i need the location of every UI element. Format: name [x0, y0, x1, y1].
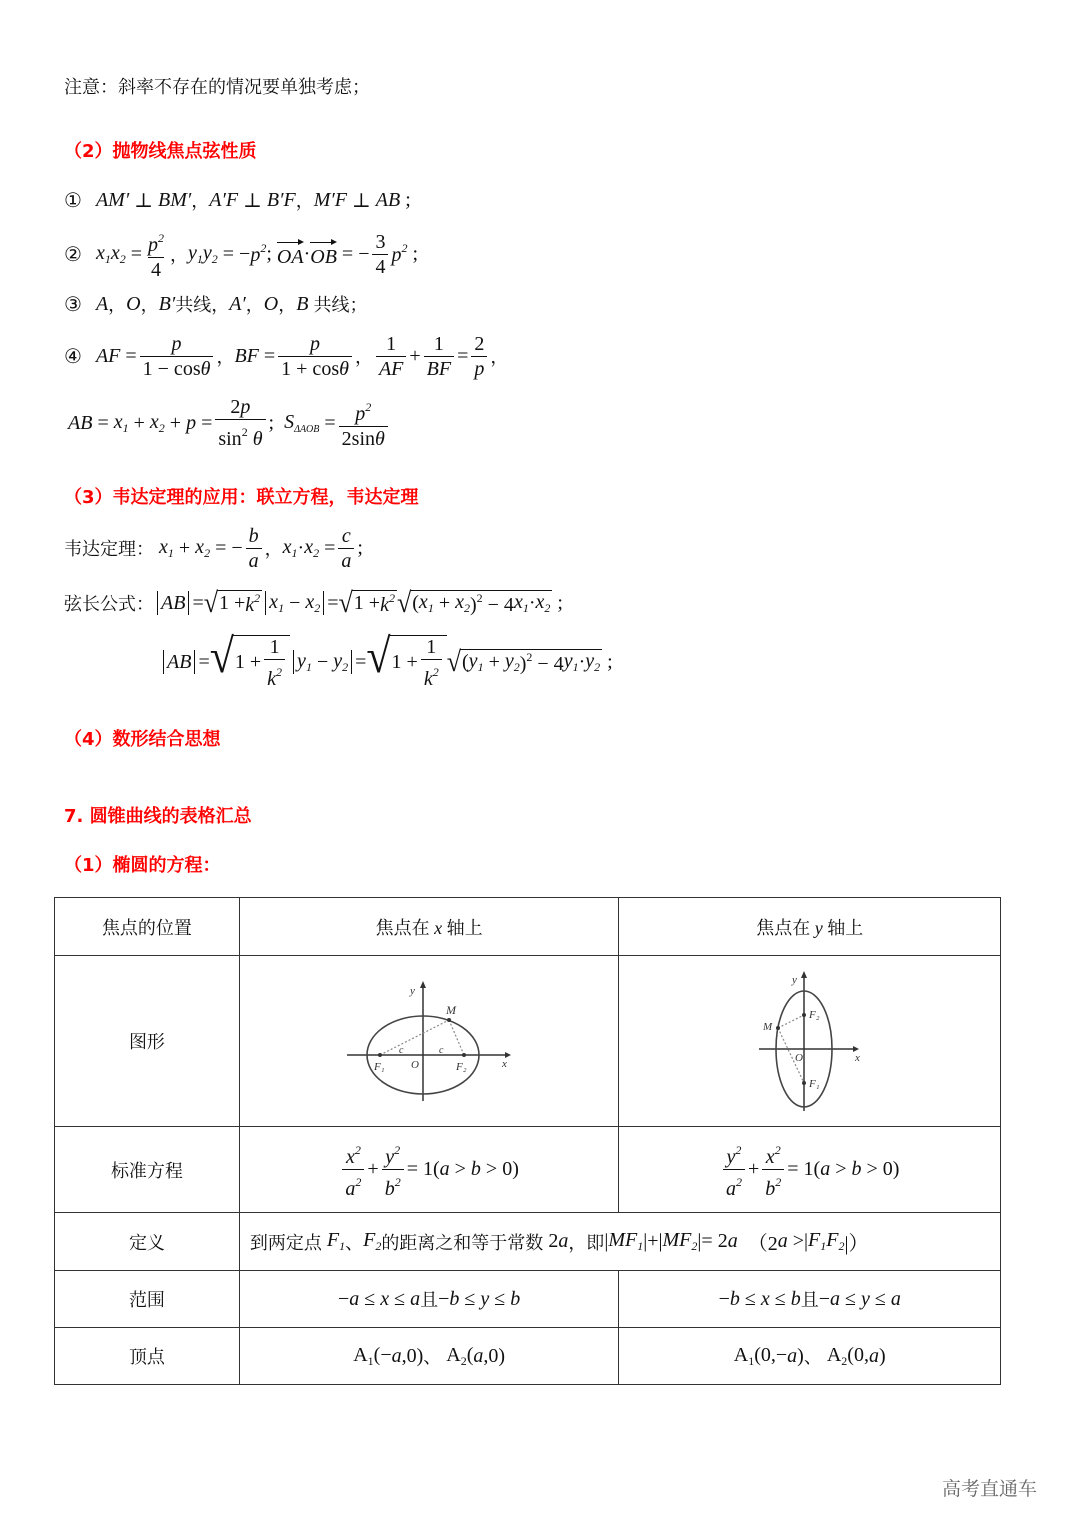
standard-equation-x: $\frac{x^2}{a^2}$ + $\frac{y^2}{b^2}$ = 1( a > b > 0)	[239, 1127, 619, 1213]
row-label-figure: 图形	[55, 956, 240, 1127]
svg-text:F₁: F₁	[374, 1061, 385, 1073]
table-row	[55, 956, 1001, 1127]
definition-cell: 到两定点 $F_1$ 、 $F_2$ 的距离之和等于常数 2 a ，即 | $MF_1$ |+| $MF_2$ |= 2 a （2 a >| $F_1F_2$ |）	[239, 1213, 1000, 1271]
vertex-y: $A_1(0,-$ a ) 、 $A_2(0$, a )	[619, 1328, 1001, 1385]
property-item-2: ② $x_1x_2$ = $\frac{p^2}{4}$ ， $y_1y_2$ = − $p^2$ ; OA · OB = − $\frac{3}{4}$ $p^2$ ;	[64, 230, 419, 281]
property-item-5: AB = $x_1$ + $x_2$ + p = $\frac{2p}{\sin^2 \theta}$ ; $S_{\Delta AOB}$ = $\frac{p^2}{2\sin\theta}$	[68, 395, 391, 451]
svg-text:c: c	[439, 1045, 444, 1056]
svg-text:M: M	[446, 1003, 457, 1017]
row-label-vertex: 顶点	[55, 1328, 240, 1385]
svg-text:F₂: F₂	[808, 1009, 820, 1021]
property-item-1: ① AM′ ⊥ BM′ ， A′F ⊥ B′F ， M′F ⊥ AB ;	[64, 188, 411, 212]
svg-text:M: M	[762, 1021, 772, 1033]
chord-label: 弦长公式：	[64, 594, 154, 615]
section-2-heading: （2）抛物线焦点弦性质	[64, 141, 257, 162]
item-marker: ③	[64, 292, 82, 316]
section-7-heading: 7. 圆锥曲线的表格汇总	[64, 806, 252, 827]
row-label-standard-equation: 标准方程	[55, 1127, 240, 1213]
section-3-heading: （3）韦达定理的应用：联立方程，韦达定理	[64, 487, 419, 508]
vertical-ellipse-icon	[745, 966, 875, 1116]
horizontal-ellipse-figure	[239, 956, 619, 1127]
svg-text:y: y	[410, 985, 416, 997]
svg-text:x: x	[854, 1052, 860, 1064]
table-row	[55, 1328, 1001, 1385]
section-4-heading: （4）数形结合思想	[64, 729, 221, 750]
table-header-row	[55, 898, 1001, 956]
table-row	[55, 1271, 1001, 1328]
svg-text:O: O	[411, 1059, 420, 1071]
vieta-label: 韦达定理：	[64, 539, 154, 560]
property-item-4: ④ AF = $\frac{p}{1 - \cos\theta}$ ， BF = $\frac{p}{1 + \cos\theta}$ ， $\frac{1}{AF}$ + $\frac{1}{BF}$ = $\frac{2}{p}$ ，	[64, 332, 509, 380]
chord-formula-1: 弦长公式： AB = √ 1 + $k^2$ $x_1$ − $x_2$ = √ 1 + $k^2$ √ ( $x_1$ + $x_2$ )$^2$ − 4 $x_1$ · $x_2$ ;	[64, 585, 563, 618]
vertex-x: $A_1(-$ a ,0) 、 $A_2$( a ,0)	[239, 1328, 619, 1385]
svg-text:c: c	[399, 1045, 404, 1056]
svg-text:O: O	[794, 1052, 803, 1064]
svg-text:F₁: F₁	[808, 1078, 820, 1090]
watermark: 高考直通车	[942, 1478, 1038, 1500]
row-label-range: 范围	[55, 1271, 240, 1328]
svg-text:y: y	[791, 974, 797, 986]
item-marker: ②	[64, 242, 82, 266]
ellipse-subheading: （1）椭圆的方程：	[64, 855, 221, 876]
row-label-definition: 定义	[55, 1213, 240, 1271]
table-row	[55, 1127, 1001, 1213]
svg-text:x: x	[502, 1058, 508, 1070]
vieta-formula: 韦达定理： $x_1$ + $x_2$ = − $\frac{b}{a}$ ， $x_1$ · $x_2$ = $\frac{c}{a}$ ;	[64, 524, 363, 572]
item-marker: ①	[64, 188, 82, 212]
ellipse-summary-table	[54, 897, 1001, 1385]
range-x: − a ≤ x ≤ a 且 − b ≤ y ≤ b	[239, 1271, 619, 1328]
header-focus-x: 焦点在 x 轴上	[239, 898, 619, 956]
property-item-3: ③ A ， O ， B′ 共线 ， A′ ， O ， B 共线 ；	[64, 292, 368, 316]
range-y: − b ≤ x ≤ b 且 − a ≤ y ≤ a	[619, 1271, 1001, 1328]
header-focus-position: 焦点的位置	[55, 898, 240, 956]
svg-text:F₂: F₂	[456, 1061, 467, 1073]
standard-equation-y: $\frac{y^2}{a^2}$ + $\frac{x^2}{b^2}$ = 1( a > b > 0)	[619, 1127, 1001, 1213]
header-focus-y: 焦点在 y 轴上	[619, 898, 1001, 956]
item-marker: ④	[64, 344, 82, 368]
vertical-ellipse-figure	[619, 956, 1001, 1127]
chord-formula-2: AB = √ 1 + $\frac{1}{k^2}$ $y_1$ − $y_2$ = √ 1 + $\frac{1}{k^2}$ √ ( $y_1$ + $y_2$ )$^2$ − 4 $y_1$ · $y_2$ ;	[160, 632, 613, 692]
table-row	[55, 1213, 1001, 1271]
note-text: 注意：斜率不存在的情况要单独考虑；	[64, 77, 370, 98]
horizontal-ellipse-icon	[339, 976, 519, 1106]
